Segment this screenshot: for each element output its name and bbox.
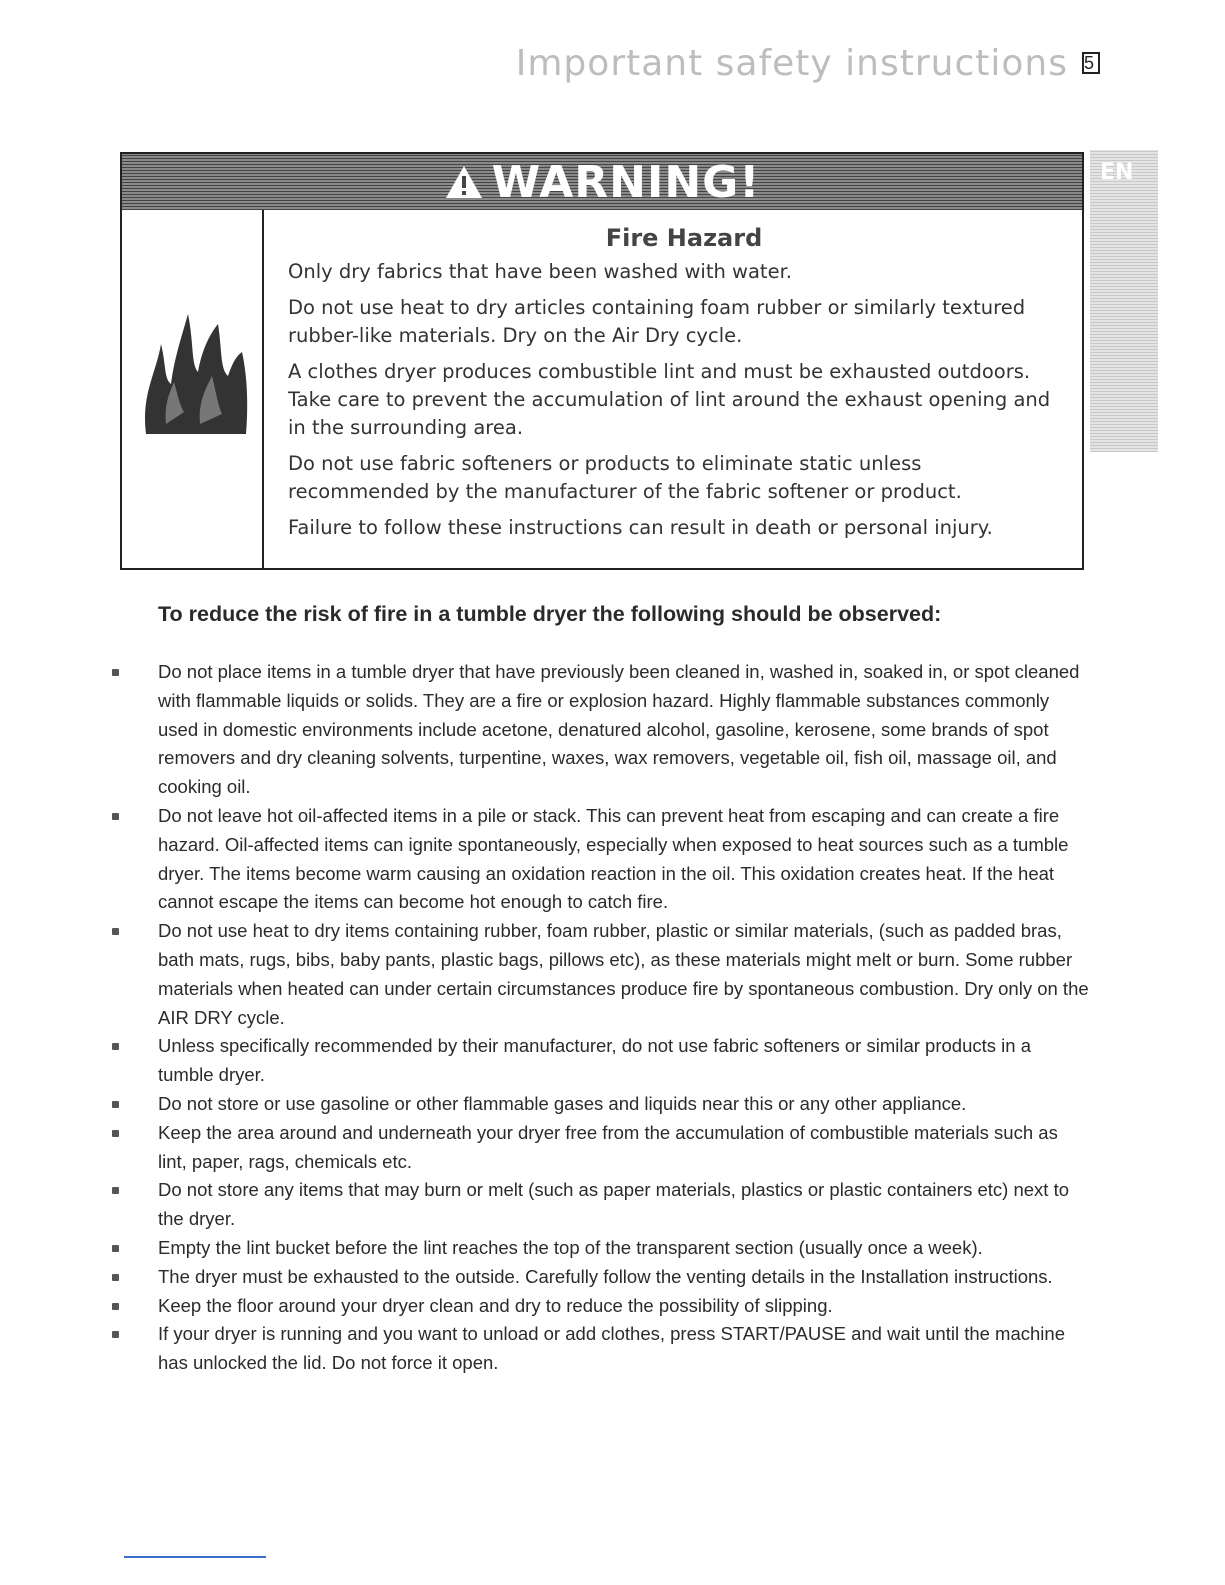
warning-paragraph: Failure to follow these instructions can result in death or personal injury. bbox=[288, 516, 993, 539]
footer-rule bbox=[124, 1556, 266, 1558]
list-item: Empty the lint bucket before the lint reaches the top of the transparent section (usually once a week). bbox=[110, 1234, 1090, 1263]
list-item: Keep the floor around your dryer clean and dry to reduce the possibility of slipping. bbox=[110, 1292, 1090, 1321]
warning-box bbox=[120, 152, 1084, 570]
language-tab bbox=[1090, 150, 1158, 452]
list-item: Unless specifically recommended by their manufacturer, do not use fabric softeners or similar products in a tumble dryer. bbox=[110, 1032, 1090, 1090]
warning-divider bbox=[262, 210, 264, 568]
section-heading: To reduce the risk of fire in a tumble dryer the following should be observed: bbox=[158, 602, 942, 626]
warning-banner-text: WARNING! bbox=[491, 156, 761, 208]
list-item: Do not place items in a tumble dryer that have previously been cleaned in, washed in, soaked in, or spot cleaned with flammable liquids or solids. They are a fire or explosion hazard. Highly flammable substances commonly used in domestic environments include acetone, denatured alcohol, gasoline, kerosene, some brands of spot removers and dry cleaning solvents, turpentine, waxes, wax removers, vegetable oil, fish oil, massage oil, and cooking oil. bbox=[110, 658, 1090, 802]
warning-paragraph: Do not use fabric softeners or products to eliminate static unless recommended by the manufacturer of the fabric softener or product. bbox=[288, 452, 962, 503]
page-title: Important safety instructions bbox=[515, 42, 1068, 84]
list-item: Do not use heat to dry items containing rubber, foam rubber, plastic or similar materials, (such as padded bras, bath mats, rugs, bibs, baby pants, plastic bags, pillows etc), as these materials might melt or burn. Some rubber materials when heated can under certain circumstances produce fire by spontaneous combustion. Dry only on the AIR DRY cycle. bbox=[110, 917, 1090, 1032]
list-item: Keep the area around and underneath your dryer free from the accumulation of combustible materials such as lint, paper, rags, chemicals etc. bbox=[110, 1119, 1090, 1177]
list-item: If your dryer is running and you want to unload or add clothes, press START/PAUSE and wait until the machine has unlocked the lid. Do not force it open. bbox=[110, 1320, 1090, 1378]
list-item: The dryer must be exhausted to the outside. Carefully follow the venting details in the Installation instructions. bbox=[110, 1263, 1090, 1292]
warning-triangle-icon bbox=[444, 164, 484, 200]
warning-heading: Fire Hazard bbox=[605, 224, 763, 252]
list-item: Do not leave hot oil-affected items in a pile or stack. This can prevent heat from escaping and can create a fire hazard. Oil-affected items can ignite spontaneously, especially when exposed to heat sources such as a tumble dryer. The items become warm causing an oxidation reaction in the oil. This oxidation creates heat. If the heat cannot escape the items can become hot enough to catch fire. bbox=[110, 802, 1090, 917]
list-item: Do not store or use gasoline or other flammable gases and liquids near this or any other appliance. bbox=[110, 1090, 1090, 1119]
safety-list bbox=[110, 658, 1090, 1378]
fire-icon bbox=[136, 264, 256, 444]
warning-paragraph: Do not use heat to dry articles containing foam rubber or similarly textured rubber-like materials. Dry on the Air Dry cycle. bbox=[288, 296, 1026, 347]
warning-content bbox=[288, 224, 1060, 550]
warning-paragraph: Only dry fabrics that have been washed with water. bbox=[288, 260, 793, 283]
language-tab-label: EN bbox=[1100, 160, 1134, 185]
warning-paragraph: A clothes dryer produces combustible lint and must be exhausted outdoors. Take care to prevent the accumulation of lint around the exhaust opening and in the surrounding area. bbox=[288, 360, 1051, 439]
warning-banner bbox=[122, 154, 1082, 210]
list-item: Do not store any items that may burn or melt (such as paper materials, plastics or plastic containers etc) next to the dryer. bbox=[110, 1176, 1090, 1234]
page-number: 5 bbox=[1082, 52, 1100, 74]
page-header bbox=[515, 38, 1100, 88]
